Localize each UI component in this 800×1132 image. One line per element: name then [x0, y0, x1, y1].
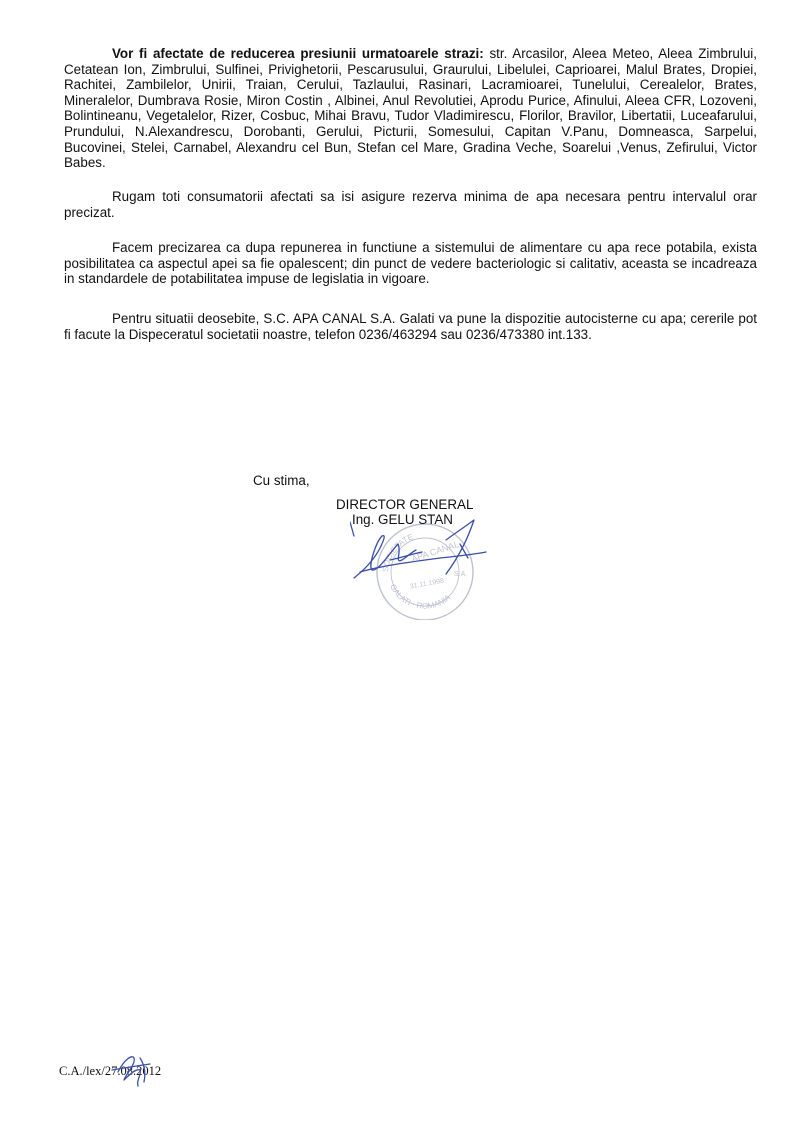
affected-streets-lead: Vor fi afectate de reducerea presiunii urmatoarele strazi: — [112, 46, 484, 61]
water-reserve-paragraph: Rugam toti consumatorii afectati sa isi asigure rezerva minima de apa necesara pentru intervalul orar precizat. — [64, 189, 757, 220]
document-reference: C.A./lex/27.08.2012 — [59, 1064, 162, 1078]
affected-streets-list: str. Arcasilor, Aleea Meteo, Aleea Zimbrului, Cetatean Ion, Zimbrului, Sulfinei, Privighetorii, Pescarusului, Graurului, Libelulei, Caprioarei, Malul Brates, Dropiei, Rachitei, Zambilelor, Unirii, Traian, Cerului, Tazlaului, Rasinari, Lacramioarei, Tunelului, Cerealelor, Brates, Mineralelor, Dumbrava Rosie, Miron Costin , Albinei, Anul Revolutiei, Aprodu Purice, Afinului, Aleea CFR, Lozoveni, Bolintineanu, Vegetalelor, Rizer, Cosbuc, Mihai Bravu, Tudor Vladimirescu, Florilor, Bravilor, Libertatii, Luceafarului, Prundului, N.Alexandrescu, Dorobanti, Gerului, Picturii, Somesului, Capitan V.Panu, Domneasca, Sarpelui, Bucovinei, Stelei, Carnabel, Alexandru cel Bun, Stefan cel Mare, Gradina Veche, Soarelui ,Venus, Zefirului, Victor Babes. — [64, 46, 757, 171]
stamp-seal — [377, 524, 473, 620]
handwritten-signature — [350, 520, 486, 578]
water-cisterns-paragraph: Pentru situatii deosebite, S.C. APA CANAL S.A. Galati va pune la dispozitie autocisterne cu apa; cererile pot fi facute la Dispeceratul societatii noastre, telefon 0236/463294 sau 0236/473380 int.133. — [64, 311, 757, 342]
closing-salutation: Cu stima, — [253, 473, 310, 488]
footer-initials-signature — [110, 1050, 158, 1090]
affected-streets-paragraph — [64, 46, 757, 171]
water-quality-paragraph: Facem precizarea ca dupa repunerea in functiune a sistemului de alimentare cu apa rece potabila, exista posibilitatea ca aspectul apei sa fie opalescent; din punct de vedere bacteriologic si calitativ, aceasta se incadreaza in standardele de potabilitatea impuse de legislatia in vigoare. — [64, 240, 757, 287]
stamp-top-text: SOCIETATE — [380, 532, 415, 573]
signatory-title: DIRECTOR GENERAL — [336, 497, 474, 512]
stamp-company-text: APA CANAL — [410, 539, 461, 564]
signatory-name: Ing. GELU STAN — [352, 512, 453, 527]
stamp-bottom-text: GALATI · ROMANIA — [388, 582, 453, 611]
stamp-date-text: 31.11.1998 — [409, 577, 445, 591]
stamp-suffix-text: S.A. — [454, 571, 468, 578]
